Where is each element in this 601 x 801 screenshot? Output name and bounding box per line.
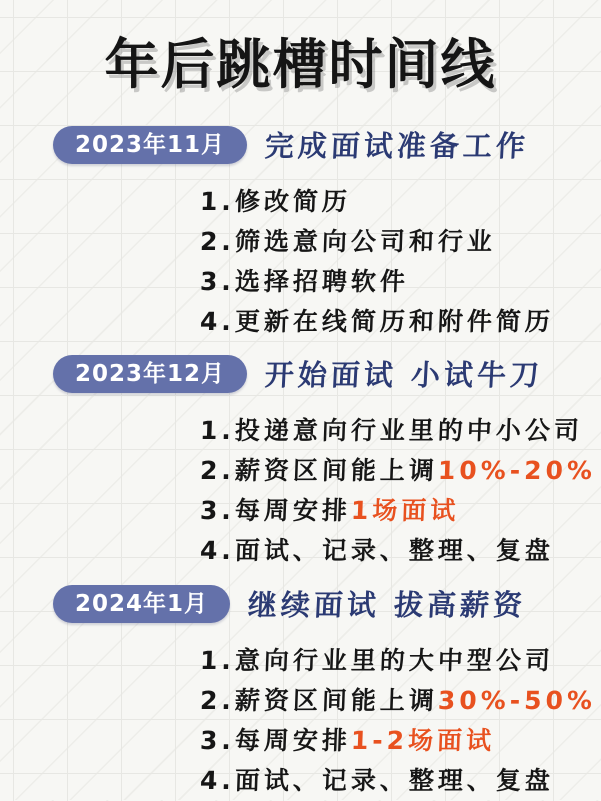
list-item-text: 1.投递意向行业里的中小公司 (199, 416, 584, 445)
list-item (199, 641, 601, 681)
list-item-text: 2.薪资区间能上调 (199, 686, 439, 715)
list-item (199, 681, 601, 721)
list-item-text: 1.修改简历 (199, 187, 352, 216)
list-item (199, 721, 601, 761)
list-item (199, 182, 601, 222)
list-item-text: 1.意向行业里的大中型公司 (199, 646, 555, 675)
date-badge: 2024年1月 (53, 585, 230, 623)
timeline-section (0, 353, 601, 571)
list-item-text: 2.薪资区间能上调 (199, 456, 439, 485)
timeline-section (0, 124, 601, 342)
section-item-list (200, 182, 601, 342)
list-item-text: 3.选择招聘软件 (199, 267, 410, 296)
section-item-list (200, 641, 601, 801)
highlight-text: 1-2场面试 (350, 726, 496, 755)
list-item (199, 302, 601, 342)
highlight-text: 30%-50% (437, 686, 597, 715)
section-header (0, 353, 601, 394)
date-badge: 2023年12月 (53, 355, 247, 393)
list-item (199, 411, 601, 451)
date-badge: 2023年11月 (53, 126, 247, 164)
list-item-text: 4.面试、记录、整理、复盘 (199, 766, 555, 795)
list-item-text: 2.筛选意向公司和行业 (199, 227, 497, 256)
section-item-list (200, 411, 601, 571)
list-item-text: 3.每周安排 (199, 726, 352, 755)
highlight-text: 1场面试 (350, 496, 460, 525)
list-item (199, 491, 601, 531)
list-item-text: 4.更新在线简历和附件简历 (199, 307, 555, 336)
section-heading: 继续面试 拔高薪资 (247, 588, 527, 622)
highlight-text: 10%-20% (437, 456, 597, 485)
list-item (199, 262, 601, 302)
section-header (0, 124, 601, 165)
timeline-section (0, 583, 601, 801)
list-item-text: 3.每周安排 (199, 496, 352, 525)
list-item (199, 451, 601, 491)
page-title: 年后跳槽时间线 (104, 33, 497, 96)
section-heading: 完成面试准备工作 (264, 129, 530, 163)
section-heading: 开始面试 小试牛刀 (264, 358, 544, 392)
list-item (199, 761, 601, 801)
list-item (199, 531, 601, 571)
list-item (199, 222, 601, 262)
list-item-text: 4.面试、记录、整理、复盘 (199, 536, 555, 565)
section-header (0, 583, 601, 624)
